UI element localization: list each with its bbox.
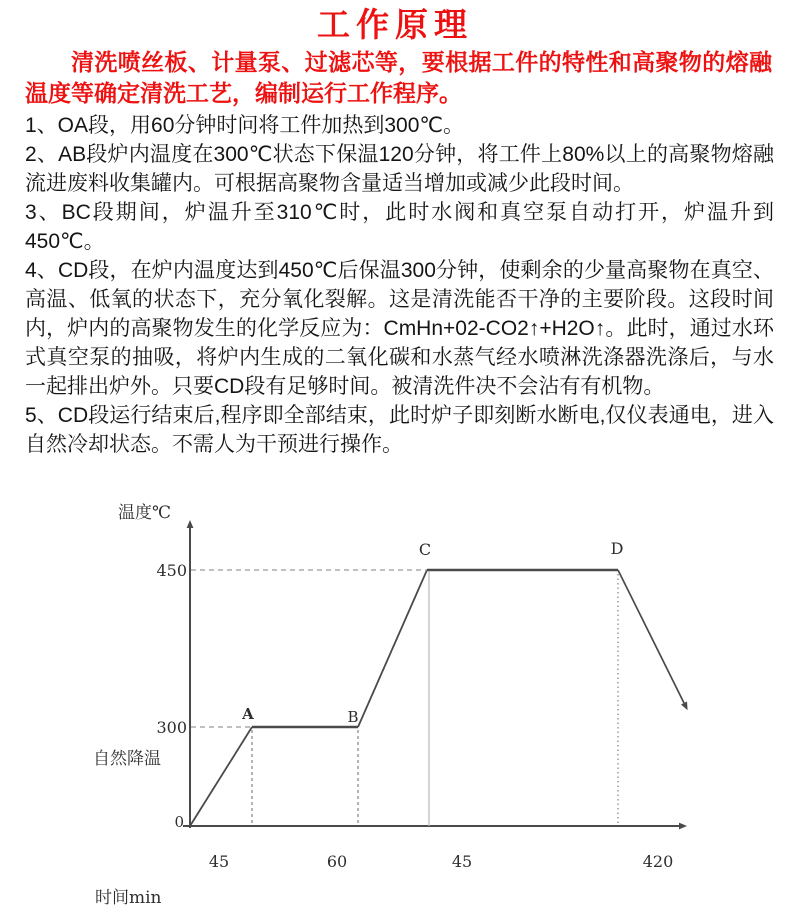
point-label-B: B (347, 708, 359, 726)
ytick-0: 0 (174, 813, 184, 831)
temperature-time-chart (88, 498, 708, 918)
ytick-300: 300 (156, 718, 187, 737)
body-paragraph-1: 1、OA段，用60分钟时问将工件加热到300℃。 (25, 114, 464, 137)
xtick-420: 420 (642, 852, 674, 871)
x-axis-label: 时间min (95, 888, 162, 908)
body-paragraph-2: 2、AB段炉内温度在300℃状态下保温120分钟，将工件上80%以上的高聚物熔融流进废料收集罐内。可根据高聚物含量适当增加或减少此段时间。 (25, 143, 774, 195)
xtick-60: 60 (326, 852, 348, 871)
page-title: 工作原理 (317, 6, 473, 43)
segment-D-cooling (618, 570, 684, 703)
point-label-A: A (242, 705, 254, 723)
temperature-curve-figure (88, 498, 708, 918)
segment-BC (358, 570, 427, 727)
annotation-cooling: 自然降温 (93, 749, 161, 769)
body-paragraph-3: 3、BC段期间，炉温升至310℃时，此时水阀和真空泵自动打开，炉温升到450℃。 (25, 201, 774, 253)
point-label-C: C (418, 540, 432, 559)
segment-OA (190, 727, 252, 826)
body-paragraph-5: 5、CD段运行结束后,程序即全部结束，此时炉子即刻断水断电,仅仪表通电，进入自然冷却状态。不需人为干预进行操作。 (25, 404, 774, 456)
xtick-45-second: 45 (451, 852, 473, 871)
ytick-450: 450 (156, 561, 187, 580)
point-label-D: D (610, 539, 624, 558)
body-paragraph-4: 4、CD段，在炉内温度达到450℃后保温300分钟，使剩余的少量高聚物在真空、高温、低氧的状态下，充分氧化裂解。这是清洗能否干净的主要阶段。这段时间内，炉内的高聚物发生的化学反应为：CmHn+02-CO2↑+H2O↑。此时，通过水环式真空泵的抽吸，将炉内生成的二氧化碳和水蒸气经水喷淋洗涤器洗涤后，与水一起排出炉外。只要CD段有足够时间。被清洗件决不会沾有有机物。 (25, 259, 774, 398)
intro-paragraph: 清洗喷丝板、计量泵、过滤芯等，要根据工件的特性和高聚物的熔融温度等确定清洗工艺，编制运行工作程序。 (25, 49, 772, 106)
y-axis-arrowhead (187, 520, 194, 528)
xtick-45-first: 45 (208, 852, 230, 871)
body-text-section (25, 111, 774, 459)
x-axis-arrowhead (679, 823, 687, 830)
y-axis-label: 温度℃ (118, 503, 172, 523)
